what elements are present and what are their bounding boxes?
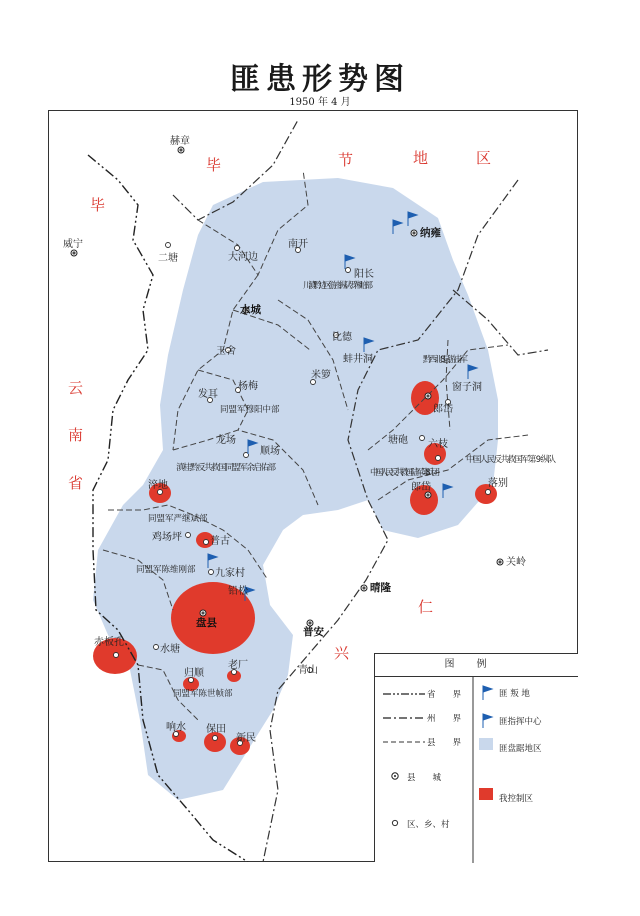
region-label-xingren-1: 兴 [334,644,350,662]
region-label-bijie-2: 节 [338,151,354,169]
place-shuitang: 水塘 [160,644,180,655]
place-nankai: 南开 [288,239,308,250]
map-legend [374,653,578,862]
place-shuzi-dong: 窗子洞 [452,382,482,393]
place-jiujiacun: 九家村 [215,568,245,579]
place-xiangshui: 响水 [166,722,186,733]
region-label-xingren-2: 仁 [418,598,434,616]
place-fayi: 发耳 [198,389,218,400]
place-shunchang: 顺场 [260,446,280,457]
region-label-yunnan-3: 省 [68,474,84,492]
region-label-bi: 毕 [90,196,106,214]
place-baotian: 保田 [206,724,226,735]
legend-county-seat-label: 县 城 [407,773,442,783]
legend-prefecture-label: 州 界 [427,714,462,724]
region-label-bijie-1: 毕 [206,156,222,174]
place-qinglong: 晴隆 [370,582,391,594]
place-laochang: 老厂 [228,660,248,671]
place-weining: 威宁 [63,239,83,250]
map-title: 匪患形势图 [230,62,410,97]
place-chikeng: 赤板孔 [94,637,124,648]
place-yangchang: 阳长 [354,269,374,280]
legend-province-label: 省 界 [427,690,462,700]
place-guishun: 归顺 [184,668,204,679]
place-fuyi: 淬地 [148,480,168,491]
place-tangbao: 塘砲 [388,435,408,446]
region-label-yunnan-1: 云 [68,379,84,397]
place-tongmeng-yang: 同盟军穆阳中部 [220,405,280,415]
region-label-bijie-4: 区 [476,149,492,167]
place-yangmei: 杨梅 [238,381,258,392]
place-chuan-note: 川滇黔边区游击纵队罗湘培部 [303,281,373,291]
legend-town-label: 区、乡、村 [407,820,450,830]
legend-occupied-label: 匪盘踞地区 [499,744,542,754]
place-liuzhi: 六枝 [428,439,448,450]
place-panxian: 盘县 [196,617,217,629]
place-longchang: 龙场 [216,435,236,446]
legend-bandit-base-label: 匪 叛 地 [499,689,530,699]
legend-title: 图例 [375,654,578,677]
place-tongmeng-chen: 同盟军陈维刚部 [136,565,196,575]
place-qianxi-note: 黔西北 8 县游击军 [423,355,468,365]
control-zone-baotian [204,732,226,752]
legend-county-label: 县 界 [427,738,462,748]
place-qiangui-note: 滇桂黔反共救国同盟军余启佑部 [176,463,276,473]
place-shuicheng: 水城 [240,304,261,316]
place-hezhang: 赫章 [170,136,190,147]
place-mizhu: 米箩 [311,370,331,381]
region-label-yunnan-2: 南 [68,426,84,444]
place-nayong: 纳雍 [420,227,441,239]
place-puxi: 普古 [210,536,230,547]
place-puan: 普安 [303,626,324,638]
place-jichangping: 鸡场坪 [152,532,182,543]
place-bide: 比德 [332,332,352,343]
place-erlang: 二塘 [158,253,178,264]
place-yushe: 玉舍 [216,346,236,357]
place-xinmin: 新民 [236,733,256,744]
legend-symbols [375,676,579,863]
place-zhijin: 郎岱 [411,482,431,493]
place-langdai: 郎岱 [433,404,453,415]
place-bengjingdong: 蚌井洞 [343,354,373,365]
legend-bandit-hq-label: 匪指挥中心 [499,717,542,727]
place-dahebian: 大河边 [228,252,258,263]
place-tongmeng-chen2: 同盟军陈世帧部 [173,689,233,699]
legend-controlled-label: 我控制区 [499,794,534,804]
place-qingshan: 青山 [298,665,318,676]
map-date: 1950 年 4 月 [289,97,351,108]
place-people-note-9: 中国人民反共救国军第 9 纵队 [466,455,556,465]
region-label-bijie-3: 地 [413,149,429,167]
place-tongmeng-yan: 同盟军严继斌部 [148,514,208,524]
place-langbie: 落别 [488,478,508,489]
place-xinxi: 铅松 [228,586,248,597]
place-people-note-8: 中国人民反共救国陆军第 8 兵团 [370,468,440,478]
place-guanling: 关岭 [506,557,526,568]
